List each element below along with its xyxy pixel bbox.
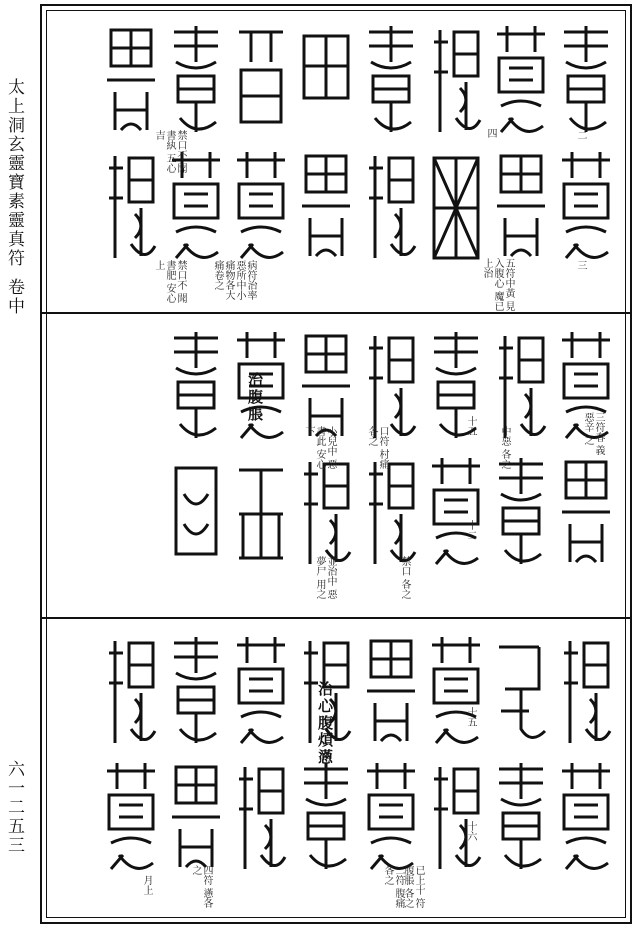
annotation: 已上十 符腹脹 各之 [402,865,424,909]
glyph-column [423,22,488,274]
seal-glyph [490,633,552,753]
annotation: 月上 [141,875,152,895]
seal-glyph [295,759,357,879]
seal-glyph [425,328,487,448]
seal-glyph [555,454,617,574]
annotation: 並治中 惡夢尸 用之 [314,556,336,600]
seal-glyph [360,148,422,268]
seal-glyph [425,633,487,753]
seal-glyph [165,328,227,448]
seal-glyph [295,148,357,268]
seal-glyph [230,148,292,268]
glyph-column [228,633,293,885]
annotation: 禁口不 聞書肥 安心上 [153,260,186,304]
section-heading: 治心腹煩懣 [316,681,334,766]
annotation: 五符中黃 見入腹心 魔已上治 [481,258,514,312]
annotation: 四 [485,128,496,138]
seal-glyph [295,22,357,142]
seal-glyph [490,22,552,142]
volume-label: 卷中 [4,278,24,316]
annotation: 病符治率 惡所中小 痛物各大 痛卷之 [212,260,256,300]
seal-glyph [360,633,422,753]
seal-glyph [555,22,617,142]
seal-glyph [165,454,227,574]
seal-glyph [230,759,292,879]
glyph-column [488,22,553,274]
section-heading: 治腹脹 [246,372,264,423]
seal-glyph [360,759,422,879]
annotation: 十五 [465,707,476,727]
glyph-column [163,328,228,580]
glyph-column [228,22,293,274]
annotation: 二符 腹痛 各之 [382,865,404,909]
annotation: 禁口 各之 [399,556,410,600]
seal-glyph [360,454,422,574]
glyph-column [293,22,358,274]
seal-glyph [230,633,292,753]
annotation: 四符 懣各之 [190,865,212,909]
seal-glyph [165,633,227,753]
seal-glyph [165,759,227,879]
glyph-column [488,633,553,885]
panel-divider-2 [40,617,632,619]
seal-glyph [555,633,617,753]
seal-glyph [230,22,292,142]
glyph-column [358,22,423,274]
seal-glyph [425,454,487,574]
annotation: 十六 [465,821,476,841]
seal-glyph [425,759,487,879]
panel-divider-1 [40,312,632,314]
glyph-column [358,633,423,885]
seal-glyph [100,22,162,142]
annotation: 二 [575,130,586,140]
page-number: 六一二五三 [4,760,24,855]
seal-glyph [100,633,162,753]
annotation: 十二 [465,520,476,540]
panel-1 [46,10,626,310]
seal-glyph [100,759,162,879]
annotation: 小兒中 惡書此 安心下 [303,426,336,470]
glyph-column [553,22,618,274]
annotation: 口符 村痛 各之 [366,426,388,470]
seal-glyph [425,148,487,268]
glyph-column [228,328,293,580]
annotation: 三 [575,260,586,270]
seal-glyph [490,454,552,574]
glyph-column [98,633,163,885]
glyph-column [423,633,488,885]
seal-glyph [555,759,617,879]
annotation: 中惡 各之 [499,426,510,470]
annotation: 禁口不 聞書紈 五心吉 [153,130,186,174]
seal-glyph [230,454,292,574]
seal-glyph [490,148,552,268]
seal-glyph [555,148,617,268]
annotation: 十五 [465,416,476,436]
panel-3 [46,621,626,921]
glyph-column [423,328,488,580]
annotation: 三符春 義惡辛 之 [582,412,604,456]
seal-glyph [165,22,227,142]
glyph-column [488,328,553,580]
panel-2 [46,316,626,616]
seal-glyph [425,22,487,142]
seal-glyph [490,759,552,879]
glyph-column [163,633,228,885]
seal-glyph [360,22,422,142]
glyph-column [553,633,618,885]
book-title: 太上洞玄靈寶素靈真符 [4,78,24,268]
